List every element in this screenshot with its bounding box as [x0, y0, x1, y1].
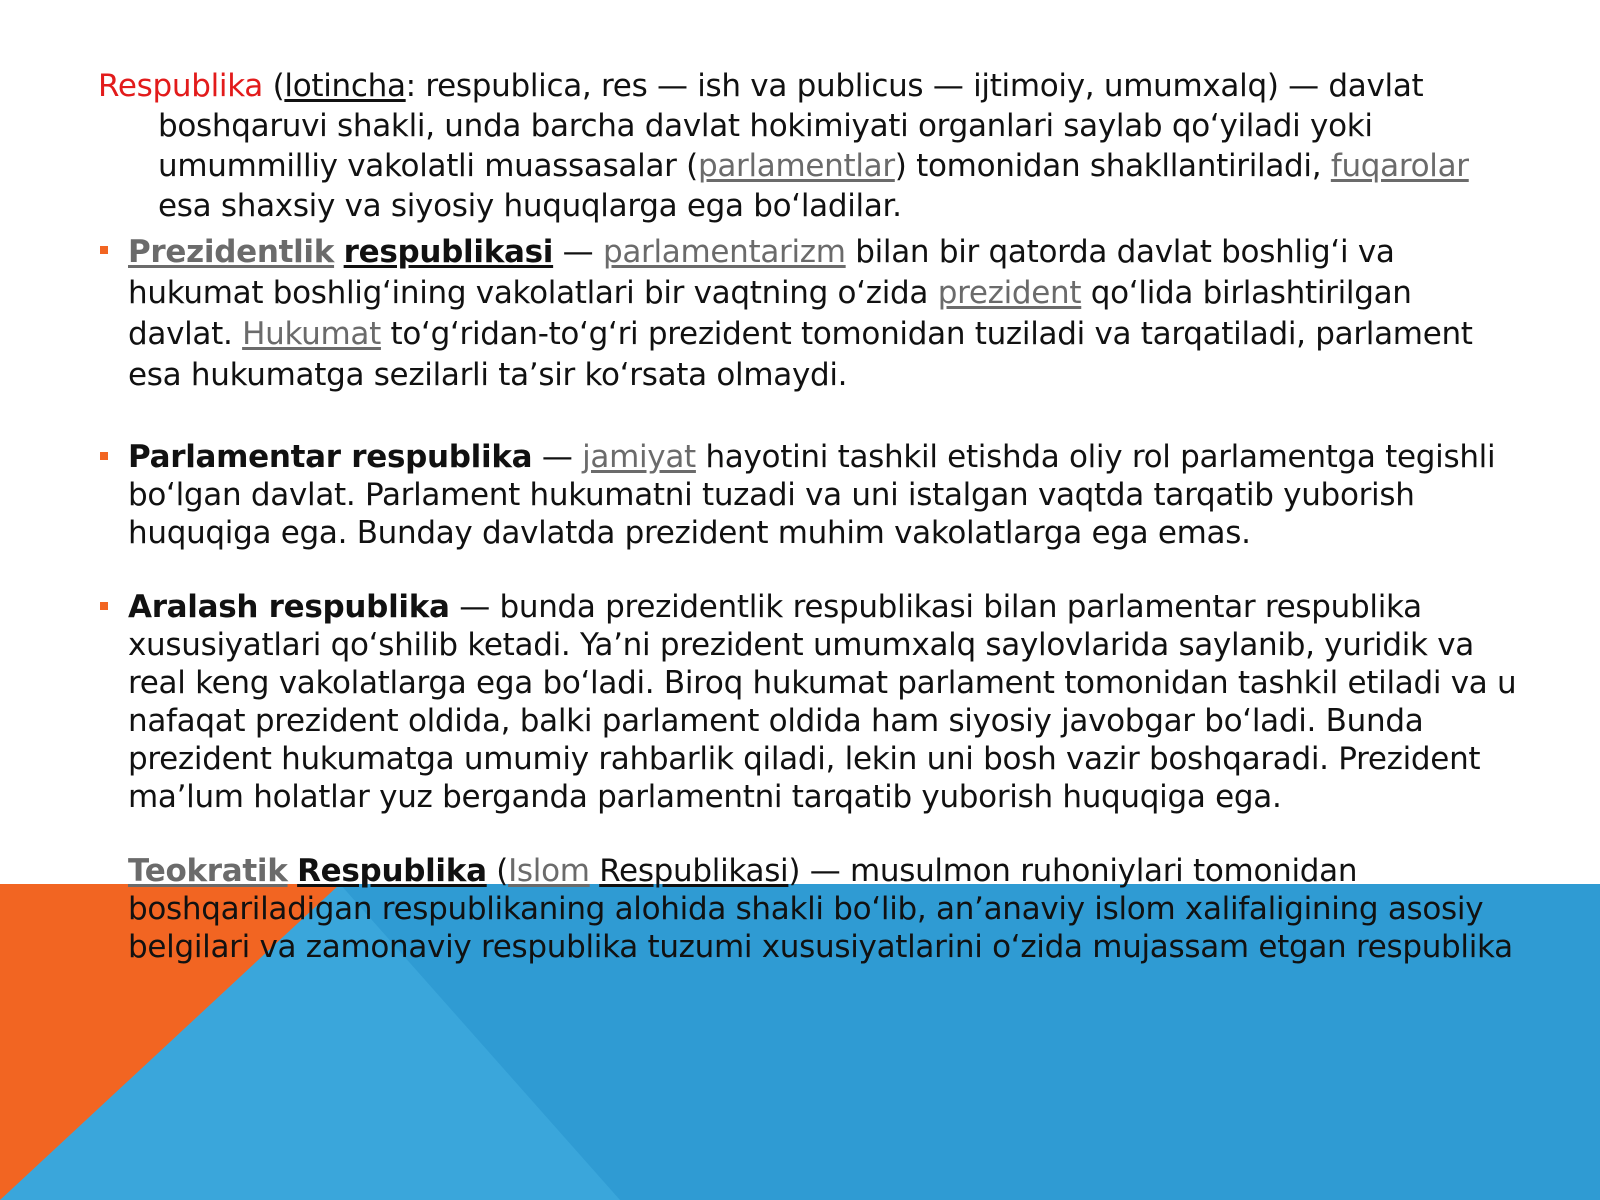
item-text: bilan bir qatorda davlat boshlig‘i va hukumat boshlig‘ining vakolatlari bir vaqtning o‘zida: [128, 234, 1395, 311]
link-prezident[interactable]: prezident: [937, 275, 1082, 311]
spacer: [98, 396, 1518, 438]
link-respublikasi-2[interactable]: Respublikasi: [599, 853, 789, 889]
list-item-presidential: [98, 232, 1518, 396]
item-text: —: [532, 439, 583, 475]
item-text: hayotini tashkil etishda oliy rol parlamentga tegishli bo‘lgan davlat. Parlament hukumatni tuzadi va uni istalgan vaqtda tarqatib yuborish huquqiga ega. Bunday davlatda prezident muhim vakolatlarga ega emas.: [128, 439, 1496, 551]
link-hukumat[interactable]: Hukumat: [242, 316, 381, 352]
item-paren: (: [486, 853, 509, 889]
item-text: ) — musulmon ruhoniylari tomonidan boshqariladigan respublikaning alohida shakli bo‘lib, an’anaviy islom xalifaligining asosiy belgilari va zamonaviy respublika tuzumi xususiyatlarini o‘zida mujassam etgan respublika: [128, 853, 1513, 965]
list-item-theocratic: [98, 852, 1518, 966]
intro-paren: (: [263, 68, 285, 104]
link-lotincha[interactable]: lotincha: [284, 68, 406, 104]
intro-text-2: ) tomonidan shakllantiriladi,: [894, 148, 1331, 184]
spacer: [98, 816, 1518, 852]
intro-paragraph: [98, 66, 1518, 226]
spacer: [98, 552, 1518, 588]
link-parlamentlar[interactable]: parlamentlar: [697, 148, 895, 184]
link-respublikasi[interactable]: respublikasi: [343, 234, 554, 270]
list-item-parliamentary: [98, 438, 1518, 552]
link-islom[interactable]: Islom: [508, 853, 590, 889]
intro-text-1: : respublica, res — ish va publicus — ijtimoiy, umumxalq) — davlat boshqaruvi shakli, unda barcha davlat hokimiyati organlari saylab qo‘yiladi yoki umummilliy vakolatli muassasalar (: [158, 68, 1424, 184]
bullet-icon: [100, 452, 108, 460]
item-title: Parlamentar respublika: [128, 439, 533, 475]
bullet-icon: [100, 602, 108, 610]
link-parlamentarizm[interactable]: parlamentarizm: [602, 234, 846, 270]
item-text: — bunda prezidentlik respublikasi bilan parlamentar respublika xususiyatlari qo‘shilib ketadi. Ya’ni prezident umumxalq saylovlarida saylanib, yuridik va real keng vakolatlarga ega bo‘ladi. Biroq hukumat parlament tomonidan tashkil etiladi va u nafaqat prezident oldida, balki parlament oldida ham siyosiy javobgar bo‘ladi. Bunda prezident hukumatga umumiy rahbarlik qiladi, lekin uni bosh vazir boshqaradi. Prezident ma’lum holatlar yuz berganda parlamentni tarqatib yuborish huquqiga ega.: [128, 589, 1517, 815]
bullet-icon: [100, 246, 108, 254]
link-fuqarolar[interactable]: fuqarolar: [1330, 148, 1469, 184]
link-jamiyat[interactable]: jamiyat: [582, 439, 696, 475]
item-text: to‘g‘ridan-to‘g‘ri prezident tomonidan tuziladi va tarqatiladi, parlament esa hukumatga sezilarli ta’sir ko‘rsata olmaydi.: [128, 316, 1473, 393]
link-respublika[interactable]: Respublika: [297, 853, 487, 889]
list-item-mixed: [98, 588, 1518, 816]
item-text: qo‘lida birlashtirilgan davlat.: [128, 275, 1412, 352]
slide-text: [98, 66, 1518, 966]
intro-text-3: esa shaxsiy va siyosiy huquqlarga ega bo‘ladilar.: [158, 188, 902, 224]
intro-term: Respublika: [98, 68, 264, 104]
item-title: Aralash respublika: [128, 589, 450, 625]
link-prezidentlik[interactable]: Prezidentlik: [128, 234, 335, 270]
link-teokratik[interactable]: Teokratik: [128, 853, 288, 889]
item-text: —: [553, 234, 603, 270]
